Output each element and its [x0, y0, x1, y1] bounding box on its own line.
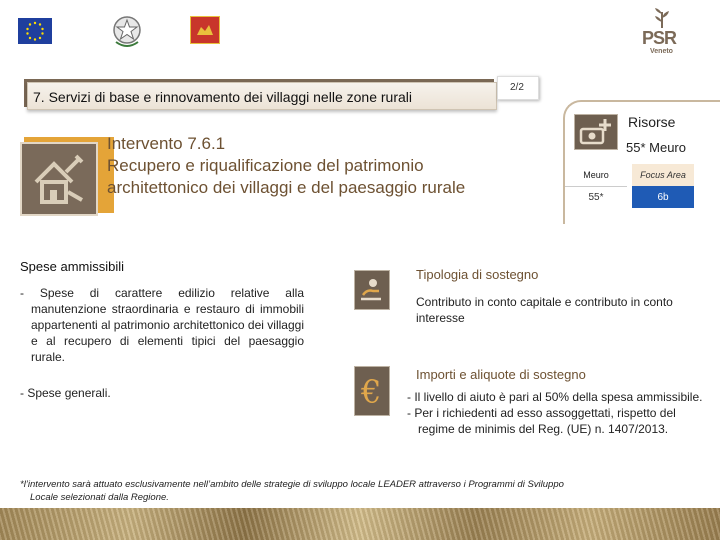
header-logos: [0, 0, 720, 70]
tipologia-heading: Tipologia di sostegno: [416, 267, 539, 282]
spese-item-general: - Spese generali.: [20, 386, 111, 400]
eu-flag-icon: [18, 18, 52, 44]
euro-symbol: €: [361, 373, 382, 411]
footnote-line1: *l’intervento sarà attuato esclusivamente nell’ambito delle strategie di sviluppo locale LEADER attraverso i Programmi di Sviluppo: [20, 479, 564, 490]
importi-item-rate: - Il livello di aiuto è pari al 50% della spesa ammissibile.: [407, 390, 703, 404]
euro-icon: [354, 366, 390, 416]
spese-item-building: - Spese di carattere edilizio relative alla manutenzione straordinaria e restauro di immobili appartenenti al patrimonio architettonico dei villaggi e al recupero di elementi tipici del paesaggio rurale.: [20, 286, 304, 364]
spese-heading: Spese ammissibili: [20, 259, 125, 274]
spese-list: [20, 285, 304, 365]
importi-list: [407, 389, 707, 437]
page-number: 2/2: [510, 82, 524, 93]
importi-heading: Importi e aliquote di sostegno: [416, 367, 586, 382]
money-plus-icon: [574, 114, 618, 150]
section-title: 7. Servizi di base e rinnovamento dei villaggi nelle zone rurali: [33, 89, 412, 105]
resources-value-focus: 6b: [632, 186, 694, 208]
intervention-title: [107, 133, 507, 199]
resources-header-meuro: Meuro: [565, 164, 627, 186]
resources-title: Risorse: [628, 114, 676, 130]
psr-logo: [640, 6, 684, 64]
footnote-line2: Locale selezionati dalla Regione.: [30, 492, 169, 503]
tipologia-body: Contributo in conto capitale e contributo in conto interesse: [416, 295, 673, 325]
house-tools-icon: [20, 142, 98, 216]
page-tag: [497, 76, 539, 100]
resources-table: [565, 164, 694, 208]
support-hand-icon: [354, 270, 390, 310]
italian-emblem-icon: [110, 12, 144, 50]
resources-amount: 55* Meuro: [626, 140, 686, 155]
resources-value-meuro: 55*: [588, 191, 604, 203]
intervention-code: Intervento 7.6.1: [107, 134, 226, 153]
footnote: [20, 478, 710, 504]
importi-item-deminimis: - Per i richiedenti ad esso assoggettati, rispetto del regime de minimis del Reg. (UE) n. 1407/2013.: [407, 406, 676, 436]
section-title-band: [27, 82, 497, 110]
psr-region: Veneto: [650, 48, 673, 55]
resources-header-focus: Focus Area: [632, 164, 694, 186]
intervention-description: Recupero e riqualificazione del patrimonio architettonico dei villaggi e del paesaggio rurale: [107, 156, 466, 197]
psr-wordmark: PSR: [642, 28, 677, 48]
wheat-banner-image: [0, 508, 720, 540]
veneto-region-icon: [190, 16, 220, 44]
psr-wheat-icon: [650, 6, 674, 30]
